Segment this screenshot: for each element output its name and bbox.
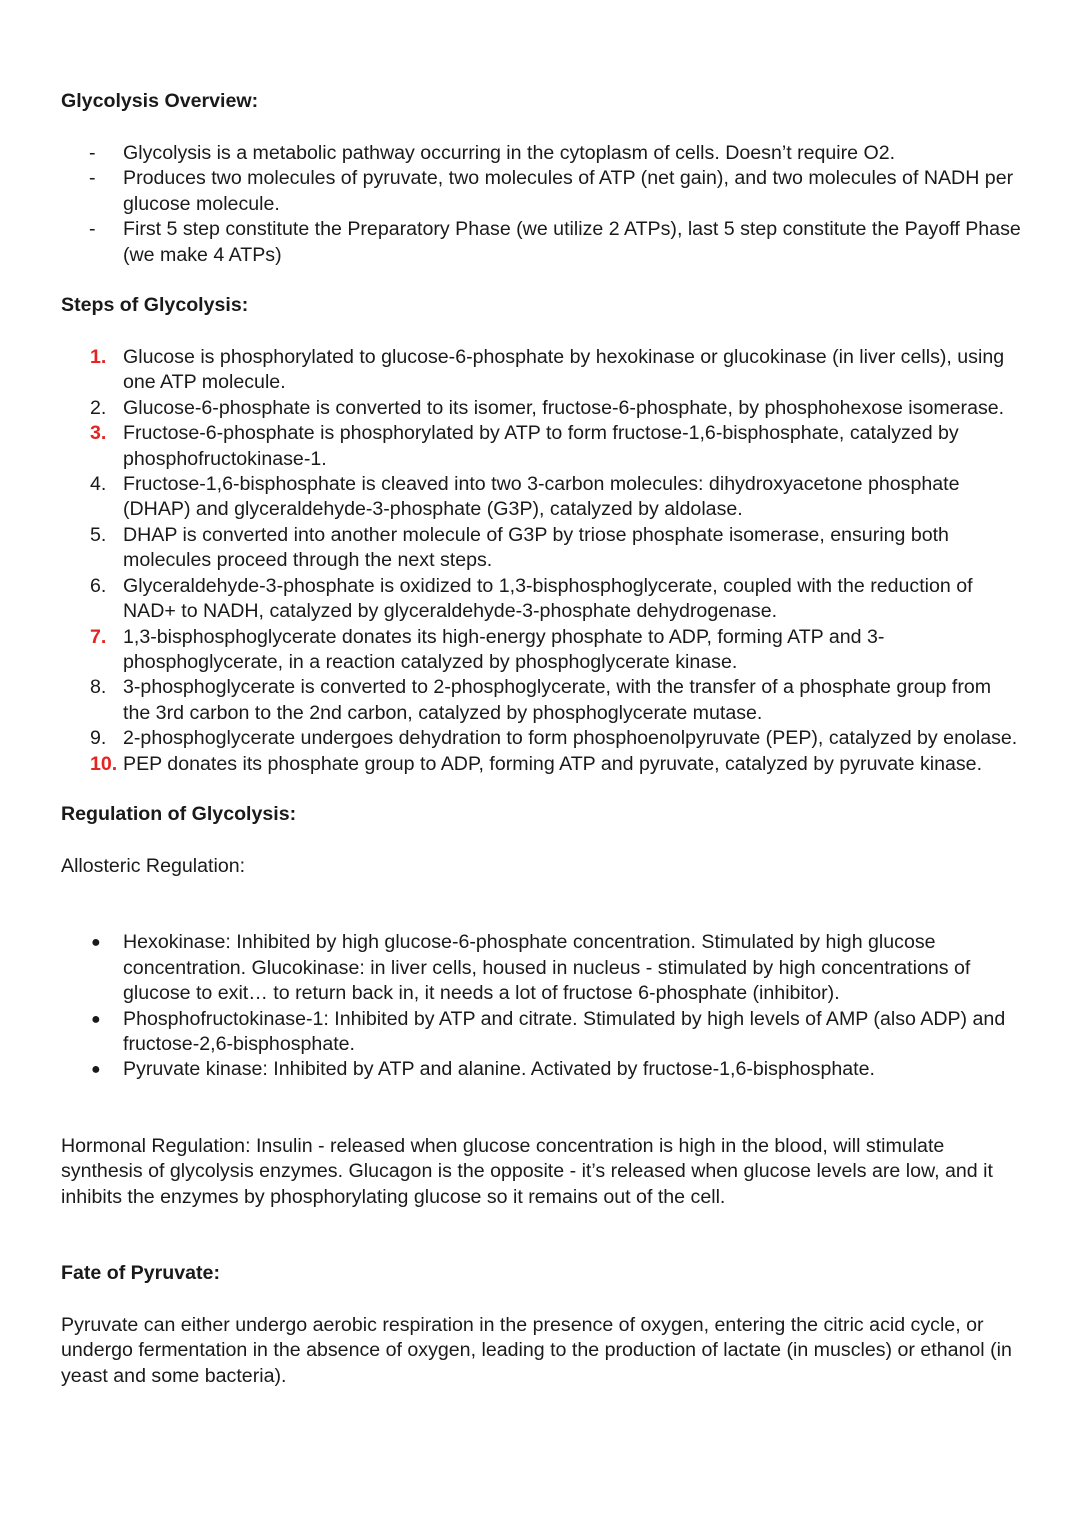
pyruvate-heading: Fate of Pyruvate: <box>61 1262 220 1284</box>
overview-item-text: First 5 step constitute the Preparatory Phase (we utilize 2 ATPs), last 5 step constitute the Payoff Phase (we make 4 ATPs) <box>123 218 1021 266</box>
dash-marker: - <box>89 142 96 164</box>
bullet-marker: ● <box>91 934 101 952</box>
step-number: 8. <box>90 676 107 699</box>
step-text: DHAP is converted into another molecule of G3P by triose phosphate isomerase, ensuring both molecules proceed through the next steps. <box>123 523 949 572</box>
overview-item-text: Glycolysis is a metabolic pathway occurring in the cytoplasm of cells. Doesn’t require O2. <box>123 142 896 164</box>
step-item <box>61 675 1021 726</box>
step-item <box>61 625 1021 676</box>
bullet-marker: ● <box>91 1010 101 1028</box>
dash-marker: - <box>89 167 96 190</box>
allosteric-item-text: Phosphofructokinase-1: Inhibited by ATP and citrate. Stimulated by high levels of AMP (also ADP) and fructose-2,6-bisphosphate. <box>123 1007 1006 1055</box>
allosteric-list <box>61 930 1021 1082</box>
step-item <box>61 396 1021 421</box>
step-text: Glucose-6-phosphate is converted to its isomer, fructose-6-phosphate, by phosphohexose isomerase. <box>123 396 1005 419</box>
list-item <box>61 141 1021 166</box>
step-number: 5. <box>90 523 107 546</box>
step-item <box>61 574 1021 625</box>
bullet-marker: ● <box>91 1061 101 1079</box>
list-item <box>61 166 1021 217</box>
step-text: Glucose is phosphorylated to glucose-6-phosphate by hexokinase or glucokinase (in liver cells), using one ATP molecule. <box>123 346 1005 394</box>
step-text: 3-phosphoglycerate is converted to 2-phosphoglycerate, with the transfer of a phosphate group from the 3rd carbon to the 2nd carbon, catalyzed by phosphoglycerate mutase. <box>123 676 992 724</box>
regulation-heading: Regulation of Glycolysis: <box>61 802 297 825</box>
step-item <box>61 472 1021 523</box>
document-page <box>61 89 1021 1389</box>
allosteric-item-text: Pyruvate kinase: Inhibited by ATP and alanine. Activated by fructose-1,6-bisphosphate. <box>123 1058 875 1081</box>
step-number: 4. <box>90 473 107 496</box>
overview-item-text: Produces two molecules of pyruvate, two molecules of ATP (net gain), and two molecules of NADH per glucose molecule. <box>123 167 1014 215</box>
step-text: Glyceraldehyde-3-phosphate is oxidized to 1,3-bisphosphoglycerate, coupled with the reduction of NAD+ to NADH, catalyzed by glyceraldehyde-3-phosphate dehydrogenase. <box>123 574 973 623</box>
step-item <box>61 421 1021 472</box>
list-item <box>61 1007 1021 1058</box>
allosteric-item-text: Hexokinase: Inhibited by high glucose-6-phosphate concentration. Stimulated by high glucose concentration. Glucokinase: in liver cells, housed in nucleus - stimulated by high concentrations of glucose to exit… to return back in, it needs a lot of fructose 6-phosphate (inhibitor). <box>123 931 971 1005</box>
step-text: 2-phosphoglycerate undergoes dehydration to form phosphoenolpyruvate (PEP), catalyzed by enolase. <box>123 727 1018 750</box>
dash-marker: - <box>89 218 96 241</box>
step-item <box>61 726 1021 751</box>
list-item <box>61 1057 1021 1082</box>
step-number: 2. <box>90 396 107 419</box>
list-item <box>61 217 1021 268</box>
step-item <box>61 752 1021 777</box>
step-number: 9. <box>90 727 107 750</box>
hormonal-regulation: Hormonal Regulation: Insulin - released when glucose concentration is high in the blood, will stimulate synthesis of glycolysis enzymes. Glucagon is the opposite - it’s released when glucose levels are low, and it inhibits the enzymes by phosphorylating glucose so it remains out of the cell. <box>61 1134 993 1208</box>
step-number: 6. <box>90 574 107 597</box>
steps-list <box>61 345 1021 777</box>
allosteric-label: Allosteric Regulation: <box>61 854 246 877</box>
step-text: Fructose-1,6-bisphosphate is cleaved into two 3-carbon molecules: dihydroxyacetone phosphate (DHAP) and glyceraldehyde-3-phosphate (G3P), catalyzed by aldolase. <box>123 473 960 521</box>
step-text: PEP donates its phosphate group to ADP, forming ATP and pyruvate, catalyzed by pyruvate kinase. <box>123 752 983 775</box>
step-text: 1,3-bisphosphoglycerate donates its high-energy phosphate to ADP, forming ATP and 3-phosphoglycerate, in a reaction catalyzed by phosphoglycerate kinase. <box>123 625 885 673</box>
step-text: Fructose-6-phosphate is phosphorylated by ATP to form fructose-1,6-bisphosphate, catalyzed by phosphofructokinase-1. <box>123 422 959 470</box>
step-number: 7. <box>90 625 107 648</box>
step-number: 1. <box>90 346 107 369</box>
step-number: 3. <box>90 422 107 445</box>
overview-list <box>61 141 1021 268</box>
step-number: 10. <box>90 752 118 775</box>
steps-heading: Steps of Glycolysis: <box>61 294 249 317</box>
step-item <box>61 345 1021 396</box>
overview-heading: Glycolysis Overview: <box>61 90 259 112</box>
step-item <box>61 523 1021 574</box>
pyruvate-text: Pyruvate can either undergo aerobic respiration in the presence of oxygen, entering the citric acid cycle, or undergo fermentation in the absence of oxygen, leading to the production of lactate (in muscles) or ethanol (in yeast and some bacteria). <box>61 1314 1012 1387</box>
list-item <box>61 930 1021 1006</box>
